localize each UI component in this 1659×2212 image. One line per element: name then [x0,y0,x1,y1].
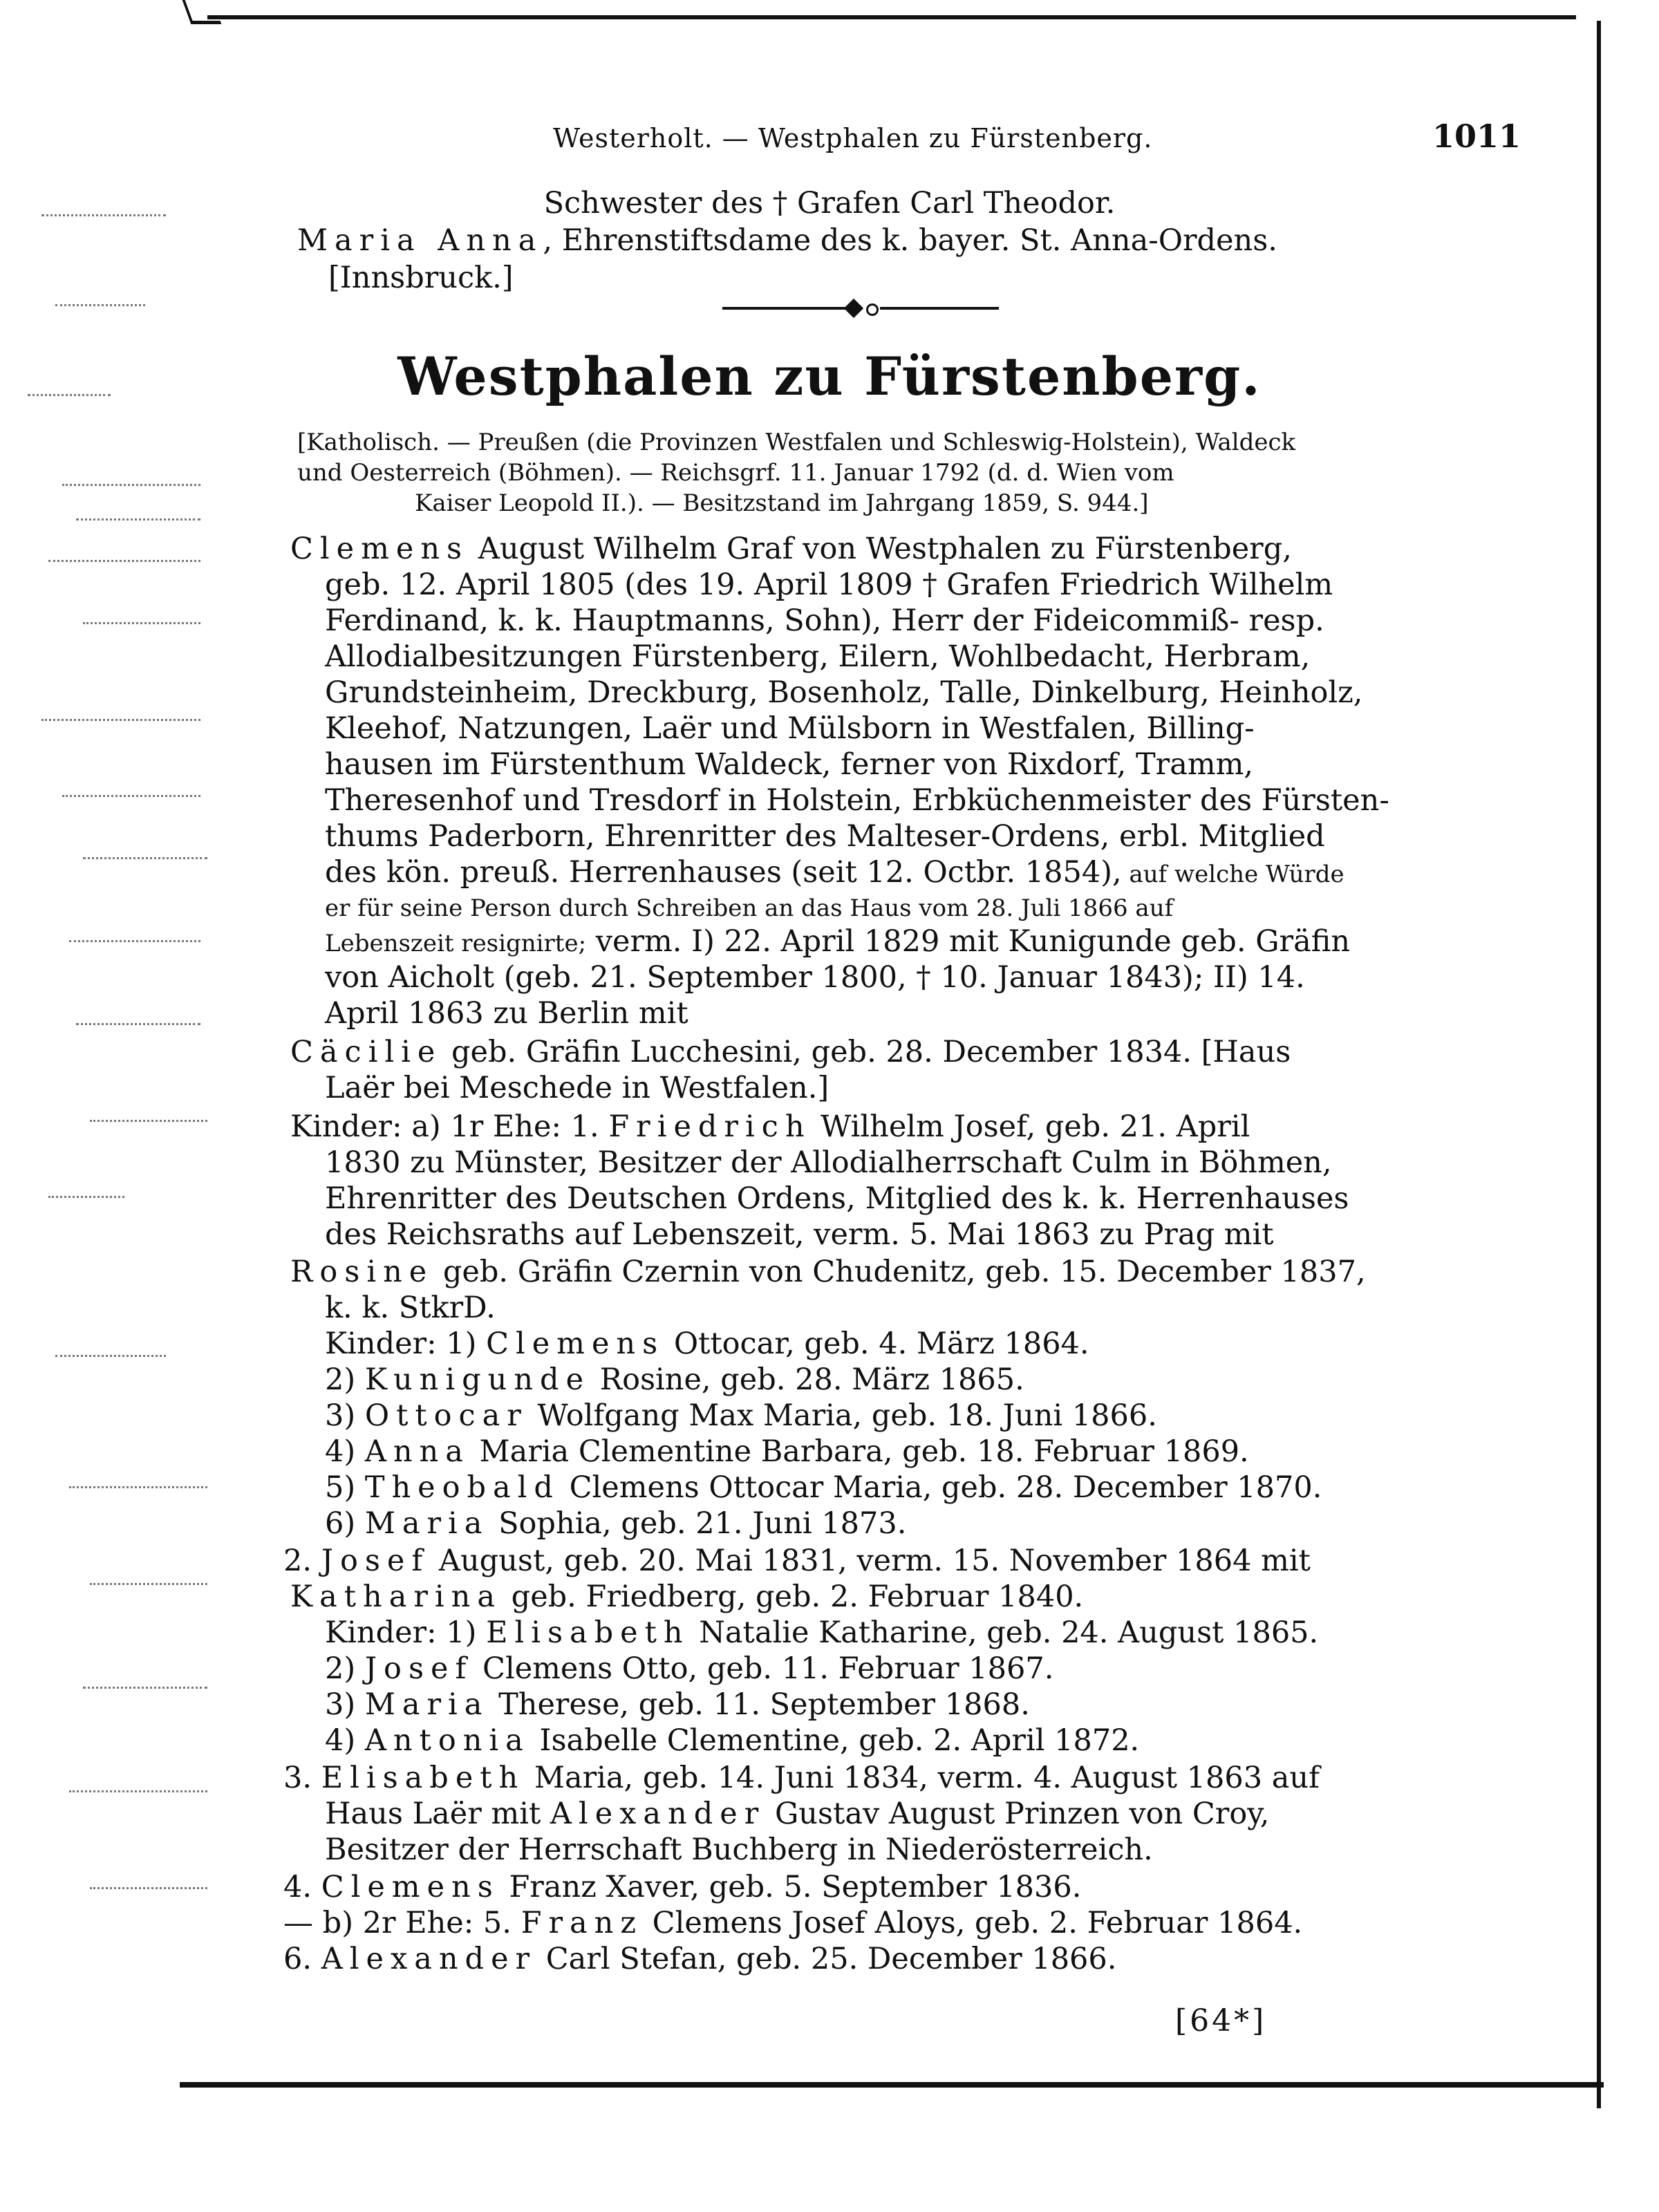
grandchild-entry: 3) Ottocar Wolfgang Max Maria, geb. 18. Juni 1866. [325,1398,1157,1433]
grandchild-entry: Kinder: 1) Elisabeth Natalie Katharine, geb. 24. August 1865. [325,1615,1319,1650]
person-name: Friedrich [608,1109,812,1144]
grandchild-entry: Kinder: 1) Clemens Ottocar, geb. 4. März 1864. [325,1327,1089,1361]
person-name: Antonia [364,1723,530,1758]
person-name: Elisabeth [486,1615,690,1650]
intro-line: und Oesterreich (Böhmen). — Reichsgrf. 11. Januar 1792 (d. d. Wien vom [297,459,1174,487]
grandchild-entry: 4) Anna Maria Clementine Barbara, geb. 18. Februar 1869. [325,1434,1249,1469]
top-rule-corner [182,0,222,24]
person-name: Kunigunde [364,1362,591,1397]
spouse-entry-line: Katharina geb. Friedberg, geb. 2. Februar 1840. [290,1580,1084,1614]
person-name: Alexander [321,1942,537,1976]
child-entry: 4. Clemens Franz Xaver, geb. 5. September 1836. [283,1870,1082,1904]
person-name: Franz [521,1906,643,1940]
top-rule [207,15,1576,19]
previous-entry-heading: Schwester des † Grafen Carl Theodor. [543,186,1116,221]
previous-entry-line: Maria Anna, Ehrenstiftsdame des k. bayer. St. Anna-Ordens. [297,223,1277,258]
section-title: Westphalen zu Fürstenberg. [397,346,1262,407]
entry-line: Ferdinand, k. k. Hauptmanns, Sohn), Herr der Fideicommiß- resp. [325,603,1324,638]
person-name: Maria [364,1506,489,1541]
entry-line: Haus Laër mit Alexander Gustav August Prinzen von Croy, [325,1797,1270,1831]
entry-line: des Reichsraths auf Lebenszeit, verm. 5. Mai 1863 zu Prag mit [325,1217,1274,1252]
person-name: Maria [364,1687,489,1722]
person-name: Clemens [486,1327,665,1361]
right-rule [1597,21,1601,2108]
entry-line: von Aicholt (geb. 21. September 1800, † 10. Januar 1843); II) 14. [325,960,1305,995]
entry-line: hausen im Fürstenthum Waldeck, ferner von Rixdorf, Tramm, [325,747,1254,782]
child-entry: 3. Elisabeth Maria, geb. 14. Juni 1834, verm. 4. August 1863 auf [283,1761,1320,1795]
grandchild-entry: 6) Maria Sophia, geb. 21. Juni 1873. [325,1506,907,1541]
person-name: Alexander [550,1797,766,1831]
person-name: Cäcilie [290,1035,442,1069]
grandchild-entry: 2) Josef Clemens Otto, geb. 11. Februar 1867. [325,1651,1054,1686]
bottom-rule [180,2082,1604,2088]
entry-line: 1830 zu Münster, Besitzer der Allodialherrschaft Culm in Böhmen, [325,1145,1332,1180]
entry-line: k. k. StkrD. [325,1291,496,1325]
grandchild-entry: 3) Maria Therese, geb. 11. September 1868. [325,1687,1030,1722]
person-name: Anna [364,1434,470,1469]
entry-line: Ehrenritter des Deutschen Ordens, Mitglied des k. k. Herrenhauses [325,1181,1349,1216]
child-entry: 6. Alexander Carl Stefan, geb. 25. December 1866. [283,1942,1117,1976]
signature-mark: [64*] [1175,2003,1267,2038]
entry-line: des kön. preuß. Herrenhauses (seit 12. Octbr. 1854), auf welche Würde [325,855,1344,890]
children-entry-line: Kinder: a) 1r Ehe: 1. Friedrich Wilhelm Josef, geb. 21. April [290,1109,1250,1144]
entry-line: Besitzer der Herrschaft Buchberg in Niederösterreich. [325,1833,1153,1867]
spouse-entry-line: Cäcilie geb. Gräfin Lucchesini, geb. 28. December 1834. [Haus [290,1035,1291,1069]
running-header [553,118,1521,166]
grandchild-entry: 5) Theobald Clemens Ottocar Maria, geb. 28. December 1870. [325,1470,1322,1505]
page-number: 1011 [1432,118,1521,155]
entry-line: Lebenszeit resignirte; verm. I) 22. April 1829 mit Kunigunde geb. Gräfin [325,924,1351,959]
person-name: Ottocar [364,1398,528,1433]
grandchild-entry: 2) Kunigunde Rosine, geb. 28. März 1865. [325,1362,1024,1397]
person-name: Rosine [290,1255,434,1289]
person-name: Clemens [290,532,469,566]
section-divider-ornament [722,301,999,315]
person-name: Theobald [364,1470,560,1505]
person-name: Josef [321,1544,430,1578]
entry-line: geb. 12. April 1805 (des 19. April 1809 † Grafen Friedrich Wilhelm [325,568,1333,602]
entry-line: Kleehof, Natzungen, Laër und Mülsborn in Westfalen, Billing- [325,711,1255,746]
entry-line: thums Paderborn, Ehrenritter des Malteser-Ordens, erbl. Mitglied [325,819,1325,854]
spouse-entry-line: Rosine geb. Gräfin Czernin von Chudenitz, geb. 15. December 1837, [290,1255,1366,1289]
intro-line: [Katholisch. — Preußen (die Provinzen Westfalen und Schleswig-Holstein), Waldeck [297,429,1296,456]
person-name: Maria Anna [297,223,543,258]
entry-line: Allodialbesitzungen Fürstenberg, Eilern, Wohlbedacht, Herbram, [325,639,1311,674]
entry-line: April 1863 zu Berlin mit [325,996,688,1031]
person-name: Katharina [290,1580,503,1614]
running-header-title: Westerholt. — Westphalen zu Fürstenberg. [553,123,1153,153]
child-entry: 2. Josef August, geb. 20. Mai 1831, verm. 15. November 1864 mit [283,1544,1311,1578]
person-name: Josef [364,1651,474,1686]
entry-line: Theresenhof und Tresdorf in Holstein, Erbküchenmeister des Fürsten- [325,783,1389,818]
entry-line: Grundsteinheim, Dreckburg, Bosenholz, Talle, Dinkelburg, Heinholz, [325,675,1363,710]
entry-line: Laër bei Meschede in Westfalen.] [325,1071,830,1105]
entry-line-small: er für seine Person durch Schreiben an das Haus vom 28. Juli 1866 auf [325,894,1174,922]
previous-entry-location: [Innsbruck.] [328,261,514,295]
intro-line: Kaiser Leopold II.). — Besitzstand im Jahrgang 1859, S. 944.] [415,489,1149,517]
child-entry: — b) 2r Ehe: 5. Franz Clemens Josef Aloys, geb. 2. Februar 1864. [283,1906,1303,1940]
person-name: Clemens [321,1870,500,1904]
person-name: Elisabeth [321,1761,525,1795]
grandchild-entry: 4) Antonia Isabelle Clementine, geb. 2. April 1872. [325,1723,1140,1758]
head-entry-line: Clemens August Wilhelm Graf von Westphalen zu Fürstenberg, [290,532,1292,566]
